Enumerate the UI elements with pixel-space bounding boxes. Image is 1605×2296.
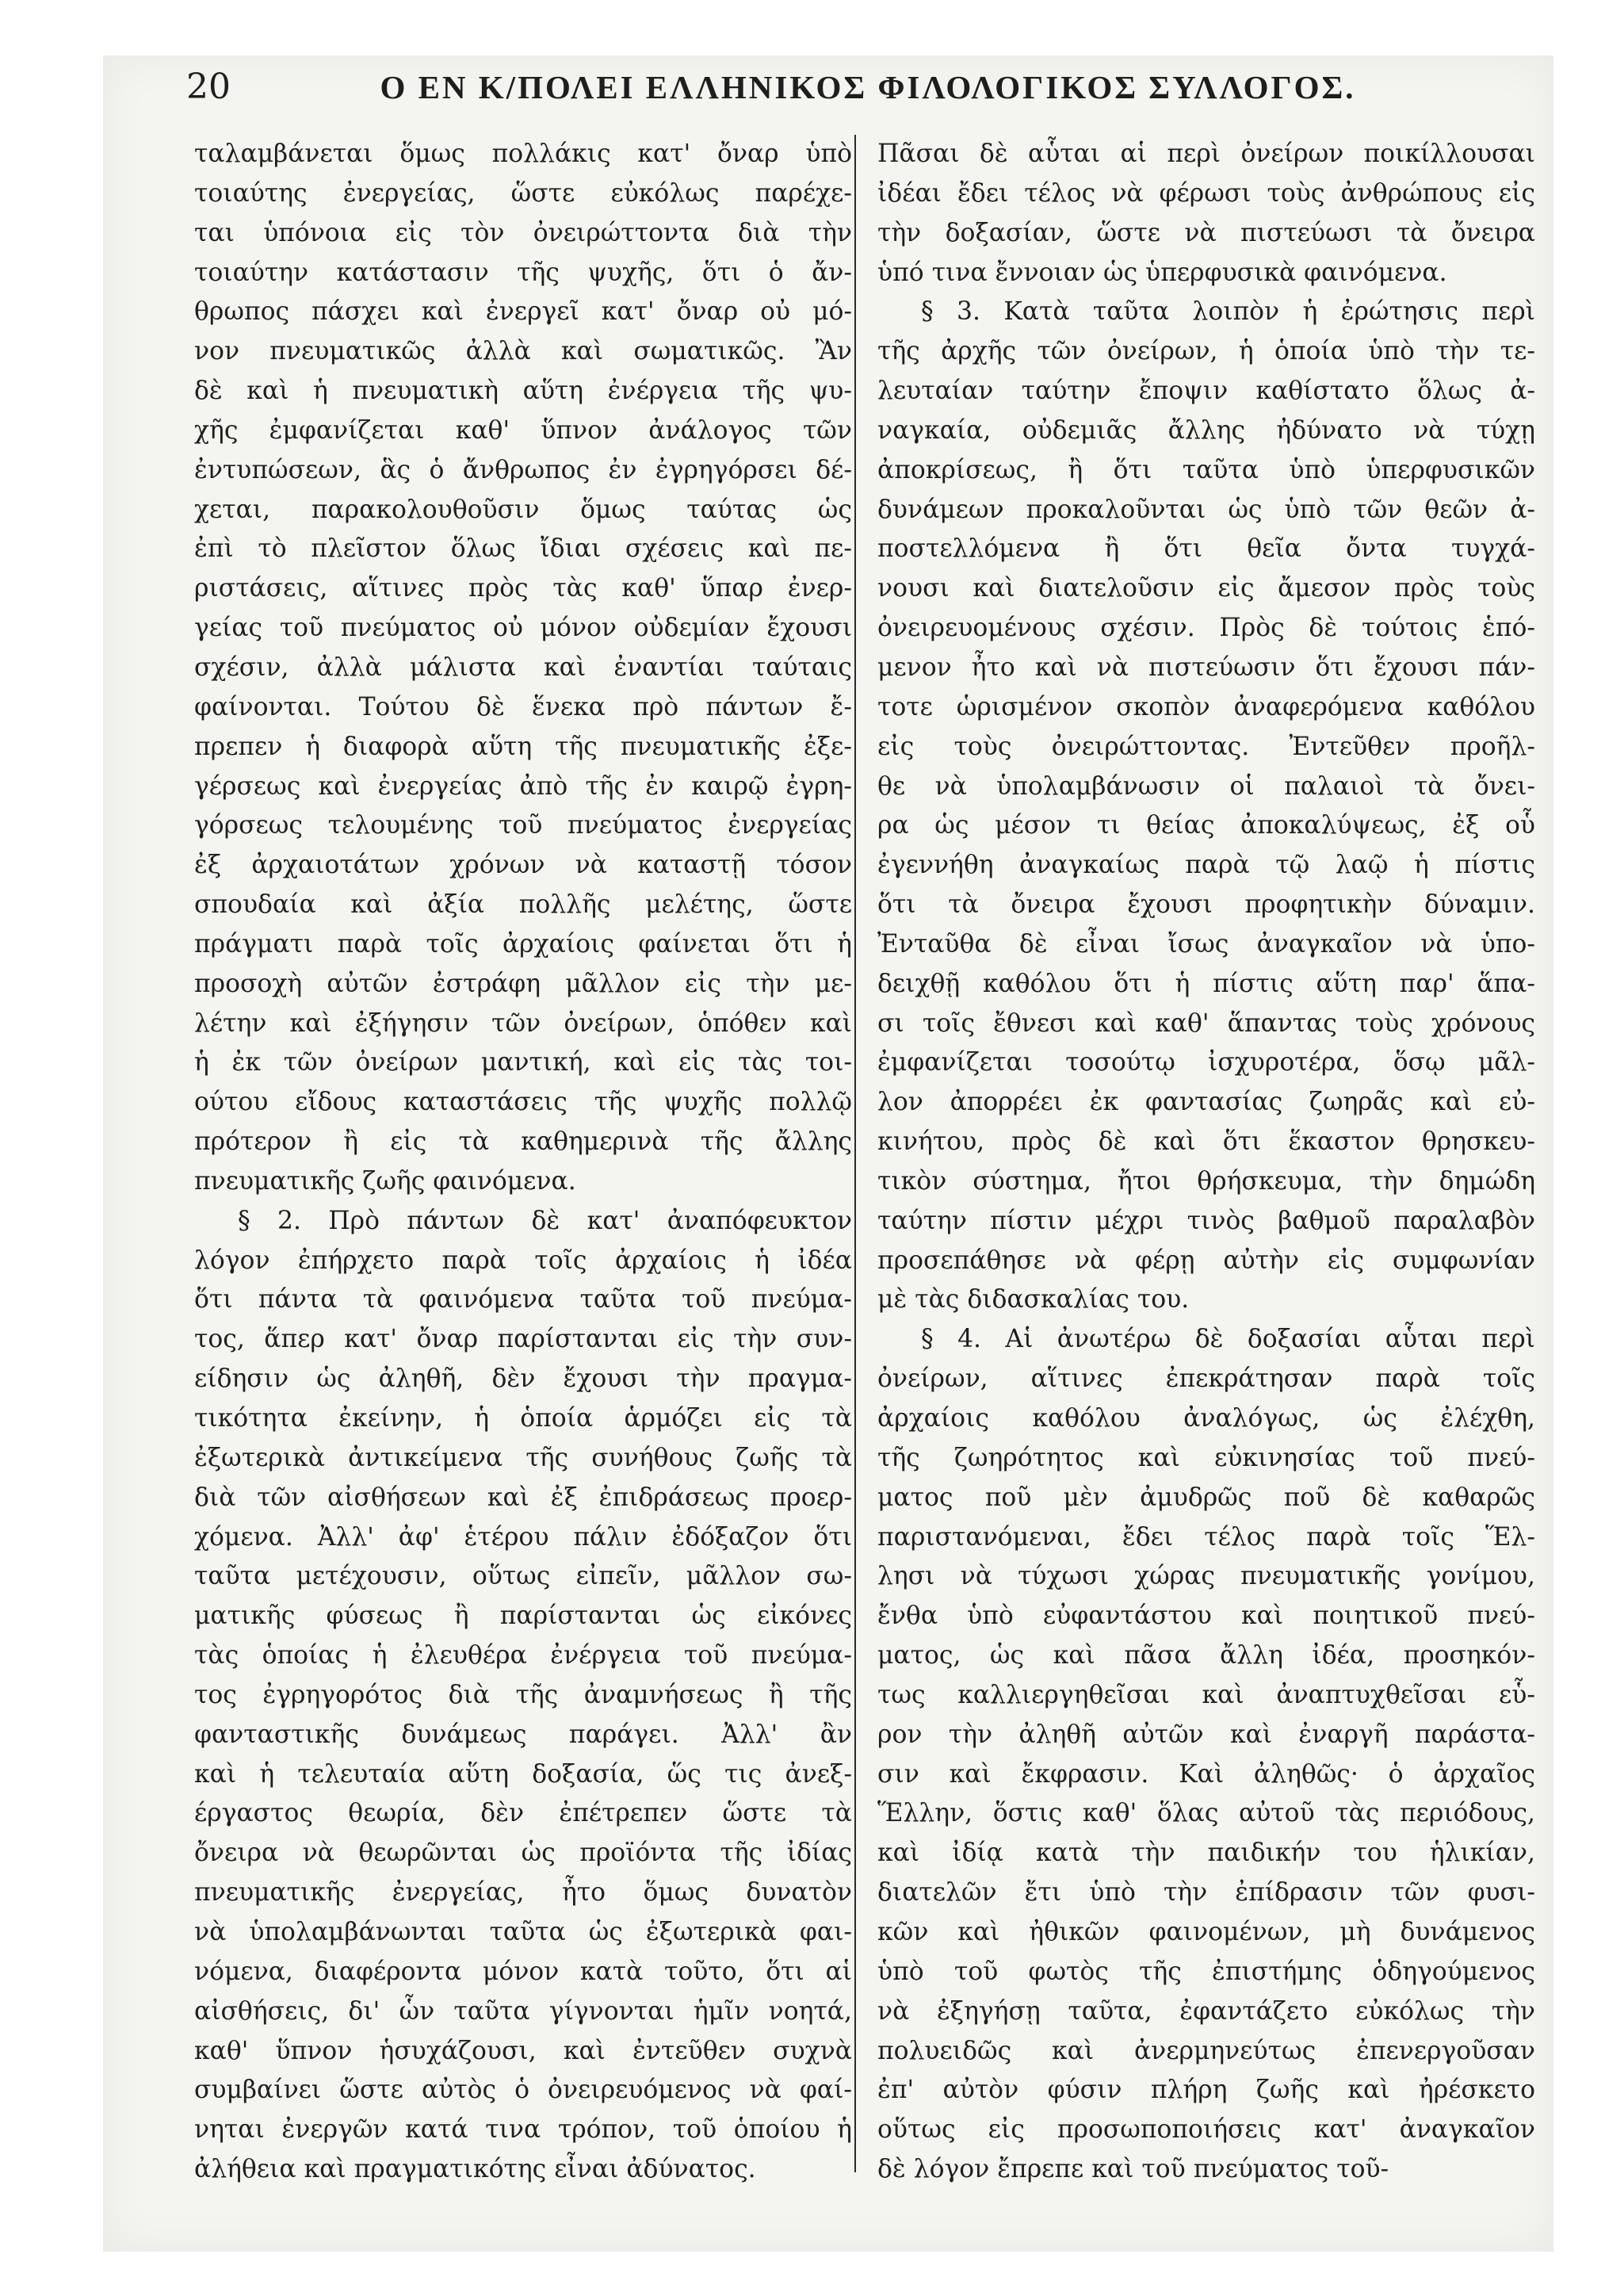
text-line: λησι νὰ τύχωσι χώρας πνευματικῆς γονίμου, — [877, 1562, 1535, 1591]
text-line: οὕτως εἰς προσωποποιήσεις κατ' ἀναγκαῖον — [877, 2115, 1535, 2145]
text-line: ματος, ὡς καὶ πᾶσα ἄλλη ἰδέα, προσηκόν- — [877, 1641, 1535, 1670]
text-line: καὶ ἡ τελευταία αὕτη δοξασία, ὥς τις ἀνεξ- — [194, 1759, 852, 1789]
text-line: ποστελλόμενα ἢ ὅτι θεῖα ὄντα τυγχά- — [877, 534, 1535, 564]
text-line: τος ἐγρηγορότος διὰ τῆς ἀναμνήσεως ἢ τῆς — [194, 1680, 852, 1709]
text-line: προσοχὴ αὐτῶν ἐστράφη μᾶλλον εἰς τὴν με- — [194, 969, 852, 998]
text-line: τως καλλιεργηθεῖσαι καὶ ἀναπτυχθεῖσαι εὗ- — [877, 1680, 1535, 1709]
text-line: τοιαύτης ἐνεργείας, ὥστε εὐκόλως παρέχε- — [194, 178, 852, 208]
text-line: ὅτι πάντα τὰ φαινόμενα ταῦτα τοῦ πνεύμα- — [194, 1285, 852, 1314]
text-line: ἐξ ἀρχαιοτάτων χρόνων νὰ καταστῇ τόσον — [194, 851, 852, 880]
text-line: δὲ λόγον ἔπρεπε καὶ τοῦ πνεύματος τοῦ- — [877, 2155, 1389, 2184]
text-line: νὰ ὑπολαμβάνωνται ταῦτα ὡς ἐξωτερικὰ φαι- — [194, 1917, 852, 1946]
text-line: θε νὰ ὑπολαμβάνωσιν οἱ παλαιοὶ τὰ ὄνει- — [877, 771, 1535, 801]
text-line: παριστανόμεναι, ἔδει τέλος παρὰ τοῖς Ἕλ- — [877, 1522, 1535, 1552]
text-line: τῆς ζωηρότητος καὶ εὐκινησίας τοῦ πνεύ- — [877, 1443, 1535, 1472]
text-line: είδησιν ὡς ἀληθῆ, δὲν ἔχουσι τὴν πραγμα- — [194, 1364, 852, 1394]
text-line: χόμενα. Ἀλλ' ἀφ' ἑτέρου πάλιν ἐδόξαζον ὅτι — [194, 1522, 852, 1552]
text-line: λον ἀπορρέει ἐκ φαντασίας ζωηρᾶς καὶ εὐ- — [877, 1088, 1535, 1117]
text-line: ἐγεννήθη ἀναγκαίως παρὰ τῷ λαῷ ἡ πίστις — [877, 851, 1535, 880]
text-line: ἀλήθεια καὶ πραγματικότης εἶναι ἀδύνατος. — [194, 2155, 756, 2184]
text-line: ματικῆς φύσεως ἢ παρίστανται ὡς εἰκόνες — [194, 1601, 852, 1631]
text-line: κῶν καὶ ἠθικῶν φαινομένων, μὴ δυνάμενος — [877, 1917, 1535, 1946]
text-line: ὑπό τινα ἔννοιαν ὡς ὑπερφυσικὰ φαινόμενα. — [877, 258, 1447, 287]
text-line: ται ὑπόνοια εἰς τὸν ὀνειρώττοντα διὰ τὴν — [194, 218, 852, 247]
text-line: ἐμφανίζεται τοσούτῳ ἰσχυροτέρα, ὅσῳ μᾶλ- — [877, 1048, 1535, 1077]
text-line: ριστάσεις, αἵτινες πρὸς τὰς καθ' ὕπαρ ἐνερ- — [194, 574, 852, 603]
text-line: διὰ τῶν αἰσθήσεων καὶ ἐξ ἐπιδράσεως προερ- — [194, 1483, 852, 1512]
text-line: σιν καὶ ἔκφρασιν. Καὶ ἀληθῶς· ὁ ἀρχαῖος — [877, 1759, 1535, 1789]
text-line: πράγματι παρὰ τοῖς ἀρχαίοις φαίνεται ὅτι ἡ — [194, 929, 852, 959]
text-line: σι τοῖς ἔθνεσι καὶ καθ' ἅπαντας τοὺς χρόνους — [877, 1008, 1535, 1038]
text-line: ταύτην πίστιν μέχρι τινὸς βαθμοῦ παραλαβὸν — [877, 1206, 1535, 1235]
text-line: ἐπ' αὐτὸν φύσιν πλήρη ζωῆς καὶ ἠρέσκετο — [877, 2076, 1535, 2105]
text-line: δυνάμεων προκαλοῦνται ὡς ὑπὸ τῶν θεῶν ἀ- — [877, 495, 1535, 524]
text-line: νὰ ἐξηγήσῃ ταῦτα, ἐφαντάζετο εὐκόλως τὴν — [877, 1996, 1535, 2026]
text-line: ἐπὶ τὸ πλεῖστον ὅλως ἴδιαι σχέσεις καὶ πε- — [194, 534, 852, 564]
text-line: θρωπος πάσχει καὶ ἐνεργεῖ κατ' ὄναρ οὐ μό- — [194, 297, 852, 327]
text-line: σπουδαία καὶ ἀξία πολλῆς μελέτης, ὥστε — [194, 890, 852, 920]
text-line: τοιαύτην κατάστασιν τῆς ψυχῆς, ὅτι ὁ ἄν- — [194, 258, 852, 287]
text-line: μενον ἦτο καὶ νὰ πιστεύωσιν ὅτι ἔχουσι πάν- — [877, 652, 1535, 682]
text-line: τος, ἅπερ κατ' ὄναρ παρίστανται εἰς τὴν συν- — [194, 1325, 852, 1354]
text-line: διατελῶν ἔτι ὑπὸ τὴν ἐπίδρασιν τῶν φυσι- — [877, 1878, 1535, 1908]
text-line: μὲ τὰς διδασκαλίας του. — [877, 1285, 1190, 1314]
text-line: ὑπὸ τοῦ φωτὸς τῆς ἐπιστήμης ὁδηγούμενος — [877, 1957, 1535, 1986]
text-line: φαίνονται. Τούτου δὲ ἕνεκα πρὸ πάντων ἔ- — [194, 692, 852, 721]
running-header — [186, 67, 1550, 107]
text-line: συμβαίνει ὥστε αὐτὸς ὁ ὀνειρευόμενος νὰ φαί- — [194, 2076, 852, 2105]
text-line: ὅτι τὰ ὄνειρα ἔχουσι προφητικὴν δύναμιν. — [877, 890, 1535, 920]
text-line: § 3. Κατὰ ταῦτα λοιπὸν ἡ ἐρώτησις περὶ — [921, 297, 1535, 327]
text-line: γείας τοῦ πνεύματος οὐ μόνον οὐδεμίαν ἔχουσι — [194, 614, 852, 643]
text-line: ρα ὡς μέσον τι θείας ἀποκαλύψεως, ἐξ οὗ — [877, 811, 1535, 840]
text-line: § 2. Πρὸ πάντων δὲ κατ' ἀναπόφευκτον — [238, 1206, 852, 1235]
text-line: ναγκαία, οὐδεμιᾶς ἄλλης ἠδύνατο νὰ τύχῃ — [877, 415, 1535, 445]
text-line: τικὸν σύστημα, ἤτοι θρήσκευμα, τὴν δημώδη — [877, 1166, 1535, 1196]
text-line: ούτου εἴδους καταστάσεις τῆς ψυχῆς πολλῷ — [194, 1088, 852, 1117]
text-line: φανταστικῆς δυνάμεως παράγει. Ἀλλ' ἂν — [194, 1720, 852, 1749]
text-line: αἰσθήσεις, δι' ὧν ταῦτα γίγνονται ἡμῖν νοητά, — [194, 1996, 852, 2026]
text-line: ἐντυπώσεων, ἃς ὁ ἄνθρωπος ἐν ἐγρηγόρσει δέ- — [194, 455, 852, 484]
text-line: δειχθῇ καθόλου ὅτι ἡ πίστις αὕτη παρ' ἅπα- — [877, 969, 1535, 998]
text-line: τικότητα ἐκείνην, ἡ ὁποία ἁρμόζει εἰς τὰ — [194, 1404, 852, 1433]
text-line: πνευματικῆς ζωῆς φαινόμενα. — [194, 1166, 576, 1196]
text-line: τῆς ἀρχῆς τῶν ὀνείρων, ἡ ὁποία ὑπὸ τὴν τε- — [877, 337, 1535, 366]
text-line: ἔνθα ὑπὸ εὐφαντάστου καὶ ποιητικοῦ πνεύ- — [877, 1601, 1535, 1631]
text-line: νόμενα, διαφέροντα μόνον κατὰ τοῦτο, ὅτι αἱ — [194, 1957, 852, 1986]
text-line: λέτην καὶ ἐξήγησιν τῶν ὀνείρων, ὁπόθεν καὶ — [194, 1008, 852, 1038]
text-line: λευταίαν ταύτην ἔποψιν καθίστατο ὅλως ἀ- — [877, 377, 1535, 406]
text-line: γόρσεως τελουμένης τοῦ πνεύματος ἐνεργείας — [194, 811, 852, 840]
text-line: γέρσεως καὶ ἐνεργείας ἀπὸ τῆς ἐν καιρῷ ἐγρη- — [194, 771, 852, 801]
text-line: τὰς ὁποίας ἡ ἐλευθέρα ἐνέργεια τοῦ πνεύμα- — [194, 1641, 852, 1670]
left-column — [194, 135, 852, 2190]
text-line: ἀρχαίοις καθόλου ἀναλόγως, ὡς ἐλέχθη, — [877, 1404, 1535, 1433]
text-line: πνευματικῆς ἐνεργείας, ἦτο ὅμως δυνατὸν — [194, 1878, 852, 1908]
text-line: καὶ ἰδίᾳ κατὰ τὴν παιδικήν του ἡλικίαν, — [877, 1839, 1535, 1868]
text-line: § 4. Αἱ ἀνωτέρω δὲ δοξασίαι αὗται περὶ — [921, 1325, 1535, 1354]
text-line: καθ' ὕπνον ἡσυχάζουσι, καὶ ἐντεῦθεν συχνὰ — [194, 2036, 852, 2065]
right-column — [877, 135, 1535, 2190]
text-line: εἰς τοὺς ὀνειρώττοντας. Ἐντεῦθεν προῆλ- — [877, 732, 1535, 761]
text-line: χεται, παρακολουθοῦσιν ὅμως ταύτας ὡς — [194, 495, 852, 524]
text-line: νουσι καὶ διατελοῦσιν εἰς ἄμεσον πρὸς τοὺς — [877, 574, 1535, 603]
text-line: τοτε ὡρισμένον σκοπὸν ἀναφερόμενα καθόλου — [877, 692, 1535, 721]
text-line: Πᾶσαι δὲ αὗται αἱ περὶ ὀνείρων ποικίλλουσαι — [877, 140, 1535, 168]
text-line: ρον τὴν ἀληθῆ αὐτῶν καὶ ἐναργῆ παράστα- — [877, 1720, 1535, 1749]
text-line: τὴν δοξασίαν, ὥστε νὰ πιστεύωσι τὰ ὄνειρα — [877, 218, 1535, 247]
text-line: νηται ἐνεργῶν κατά τινα τρόπον, τοῦ ὁποίου ἡ — [194, 2115, 852, 2145]
text-line: πρότερον ἢ εἰς τὰ καθημερινὰ τῆς ἄλλης — [194, 1127, 852, 1157]
text-line: ταῦτα μετέχουσιν, οὕτως εἰπεῖν, μᾶλλον σω- — [194, 1562, 852, 1591]
text-line: ἐξωτερικὰ ἀντικείμενα τῆς συνήθους ζωῆς τὰ — [194, 1443, 852, 1472]
text-line: Ἐνταῦθα δὲ εἶναι ἴσως ἀναγκαῖον νὰ ὑπο- — [877, 929, 1535, 959]
text-line: χῆς ἐμφανίζεται καθ' ὕπνον ἀνάλογος τῶν — [194, 415, 852, 445]
text-line: ἰδέαι ἔδει τέλος νὰ φέρωσι τοὺς ἀνθρώπους εἰς — [877, 178, 1535, 208]
page-number: 20 — [186, 67, 231, 107]
text-line: έργαστος θεωρία, δὲν ἐπέτρεπεν ὥστε τὰ — [194, 1799, 852, 1828]
text-line: σχέσιν, ἀλλὰ μάλιστα καὶ ἐναντίαι ταύταις — [194, 652, 852, 682]
text-line: Ἕλλην, ὅστις καθ' ὅλας αὐτοῦ τὰς περιόδους, — [877, 1799, 1535, 1828]
text-line: ἡ ἐκ τῶν ὀνείρων μαντική, καὶ εἰς τὰς τοι- — [194, 1048, 852, 1077]
text-line: ἀποκρίσεως, ἢ ὅτι ταῦτα ὑπὸ ὑπερφυσικῶν — [877, 455, 1535, 484]
text-line: πρεπεν ἡ διαφορὰ αὕτη τῆς πνευματικῆς ἐξε- — [194, 732, 852, 761]
text-line: δὲ καὶ ἡ πνευματικὴ αὕτη ἐνέργεια τῆς ψυ- — [194, 377, 852, 406]
text-line: κινήτου, πρὸς δὲ καὶ ὅτι ἕκαστον θρησκευ- — [877, 1127, 1535, 1157]
text-line: λόγον ἐπήρχετο παρὰ τοῖς ἀρχαίοις ἡ ἰδέα — [194, 1246, 852, 1275]
text-line: νον πνευματικῶς ἀλλὰ καὶ σωματικῶς. Ἂν — [194, 337, 852, 366]
text-line: ὄνειρα νὰ θεωρῶνται ὡς προϊόντα τῆς ἰδίας — [194, 1839, 852, 1868]
text-line: ματος ποῦ μὲν ἀμυδρῶς ποῦ δὲ καθαρῶς — [877, 1483, 1535, 1512]
text-line: ὀνείρων, αἵτινες ἐπεκράτησαν παρὰ τοῖς — [877, 1364, 1535, 1394]
column-divider — [854, 135, 856, 2172]
running-title: Ο ΕΝ Κ/ΠΟΛΕΙ ΕΛΛΗΝΙΚΟΣ ΦΙΛΟΛΟΓΙΚΟΣ ΣΥΛΛΟΓΟΣ. — [380, 69, 1356, 105]
text-line: προσεπάθησε νὰ φέρῃ αὐτὴν εἰς συμφωνίαν — [877, 1246, 1535, 1275]
text-line: ταλαμβάνεται ὅμως πολλάκις κατ' ὄναρ ὑπὸ — [194, 140, 852, 168]
text-line: πολυειδῶς καὶ ἀνερμηνεύτως ἐπενεργοῦσαν — [877, 2036, 1535, 2065]
text-line: ὀνειρευομένους σχέσιν. Πρὸς δὲ τούτοις ἑπό- — [877, 614, 1535, 643]
